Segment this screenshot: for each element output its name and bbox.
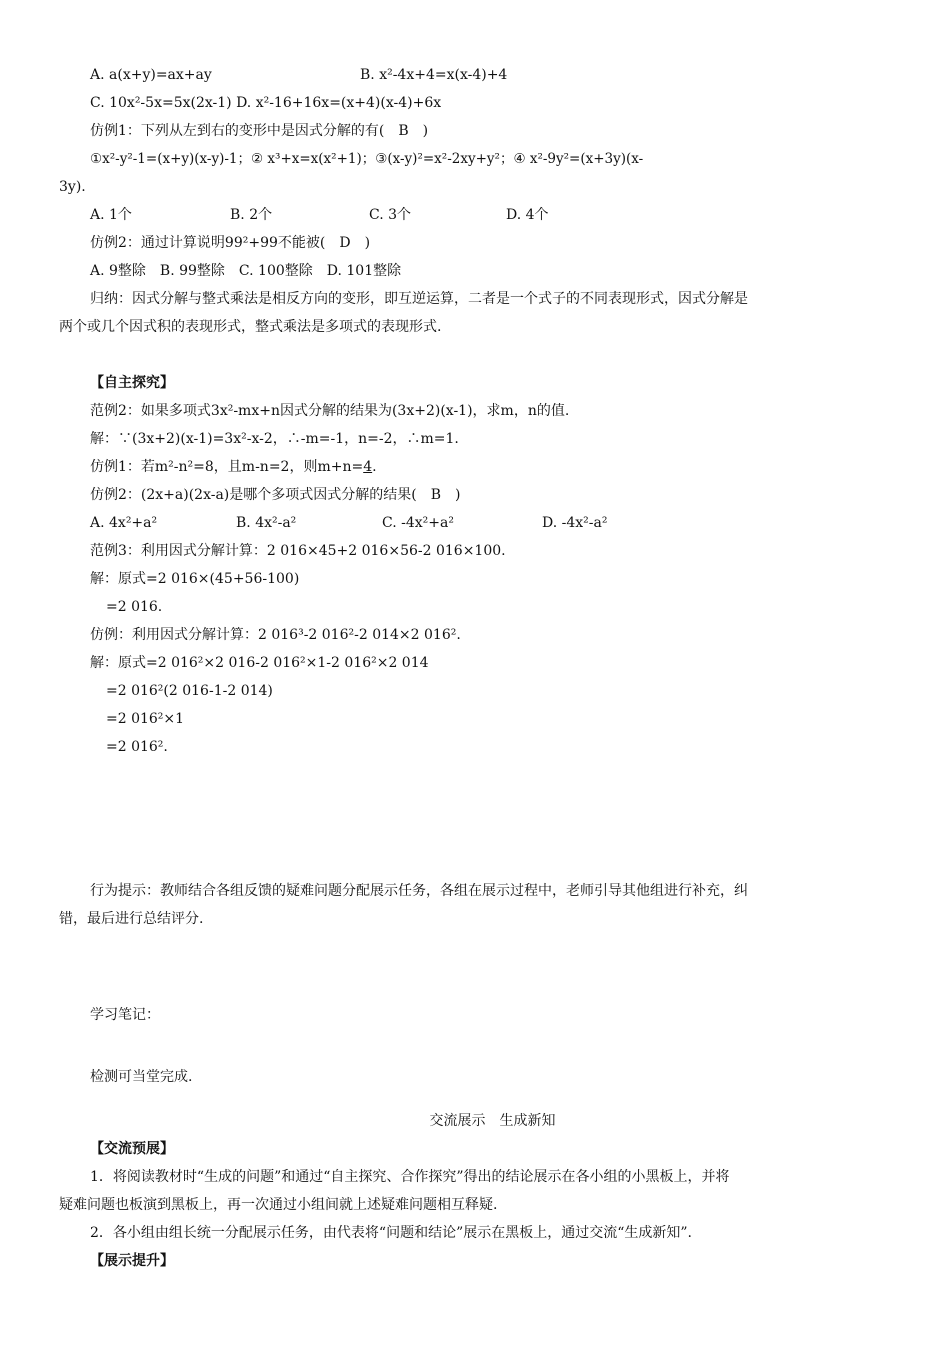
section-title-exchange: 交流展示 生成新知 [429, 1113, 556, 1129]
option-a: A. 1个 [90, 207, 132, 223]
imitation-example-1-items: ①x²-y²-1=(x+y)(x-y)-1；② x³+x=x(x²+1)；③(x-y)²=x²-2xy+y²；④ x²-9y²=(x+3y)(x- [90, 151, 644, 167]
line-option-a-b [90, 65, 508, 85]
behavior-tip-line-2: 错，最后进行总结评分. [59, 911, 204, 927]
line-option-c-d: C. 10x²-5x=5x(2x-1) D. x²-16+16x=(x+4)(x-4)+6x [90, 95, 442, 111]
section-heading-self-explore: 【自主探究】 [90, 375, 174, 391]
imitation-solution-2: =2 016²(2 016-1-2 014) [106, 683, 273, 699]
option-c: C. 3个 [369, 207, 412, 223]
summary-line-1: 归纳：因式分解与整式乘法是相反方向的变形，即互逆运算，二者是一个式子的不同表现形式，因式分解是 [90, 291, 748, 307]
example-2-solution: 解：∵(3x+2)(x-1)=3x²-x-2，∴-m=-1，n=-2，∴m=1. [90, 431, 459, 447]
example-2-question: 范例2：如果多项式3x²-mx+n因式分解的结果为(3x+2)(x-1)，求m，n的值. [90, 403, 570, 419]
option-b: B. x²-4x+4=x(x-4)+4 [360, 67, 508, 83]
study-notes-label: 学习笔记： [90, 1007, 160, 1023]
imitation-2-question: 仿例2：(2x+a)(2x-a)是哪个多项式因式分解的结果( B ) [90, 487, 461, 503]
imitation-solution-1: 解：原式=2 016²×2 016-2 016²×1-2 016²×2 014 [90, 655, 429, 671]
example-3-solution-2: =2 016. [106, 599, 163, 615]
item-1-line-1: 1．将阅读教材时“生成的问题”和通过“自主探究、合作探究”得出的结论展示在各小组的小黑板上，并将 [90, 1169, 730, 1185]
imitation-example-2-question: 仿例2：通过计算说明99²+99不能被( D ) [90, 235, 371, 251]
example-3-question: 范例3：利用因式分解计算：2 016×45+2 016×56-2 016×100. [90, 543, 506, 559]
section-heading-display: 【展示提升】 [90, 1253, 174, 1269]
imitation-1-text: 仿例1：若m²-n²=8，且m-n=2，则m+n= [90, 459, 364, 475]
option-a: A. 4x²+a² [90, 515, 158, 531]
section-heading-preview: 【交流预展】 [90, 1141, 174, 1157]
option-c: C. -4x²+a² [382, 515, 454, 531]
test-note: 检测可当堂完成. [90, 1069, 193, 1085]
imitation-solution-4: =2 016². [106, 739, 168, 755]
imitation-example-1-items-cont: 3y). [59, 179, 86, 195]
imitation-1-question [90, 457, 377, 477]
option-d: D. 4个 [506, 207, 549, 223]
option-b: B. 4x²-a² [236, 515, 297, 531]
imitation-1-answer: 4 [363, 459, 373, 475]
option-a: A. a(x+y)=ax+ay [90, 67, 212, 83]
line-options-divisible: A. 9整除 B. 99整除 C. 100整除 D. 101整除 [90, 263, 402, 279]
option-b: B. 2个 [230, 207, 273, 223]
item-2: 2．各小组由组长统一分配展示任务，由代表将“问题和结论”展示在黑板上，通过交流“生成新知”. [90, 1225, 692, 1241]
item-1-line-2: 疑难问题也板演到黑板上，再一次通过小组间就上述疑难问题相互释疑. [59, 1197, 498, 1213]
behavior-tip-line-1: 行为提示：教师结合各组反馈的疑难问题分配展示任务，各组在展示过程中，老师引导其他组进行补充，纠 [90, 883, 748, 899]
imitation-question: 仿例：利用因式分解计算：2 016³-2 016²-2 014×2 016². [90, 627, 461, 643]
imitation-1-period: . [372, 459, 377, 475]
summary-line-2: 两个或几个因式积的表现形式，整式乘法是多项式的表现形式. [59, 319, 442, 335]
imitation-example-1-question: 仿例1：下列从左到右的变形中是因式分解的有( B ) [90, 123, 429, 139]
example-3-solution-1: 解：原式=2 016×(45+56-100) [90, 571, 300, 587]
option-d: D. -4x²-a² [542, 515, 608, 531]
imitation-solution-3: =2 016²×1 [106, 711, 185, 727]
